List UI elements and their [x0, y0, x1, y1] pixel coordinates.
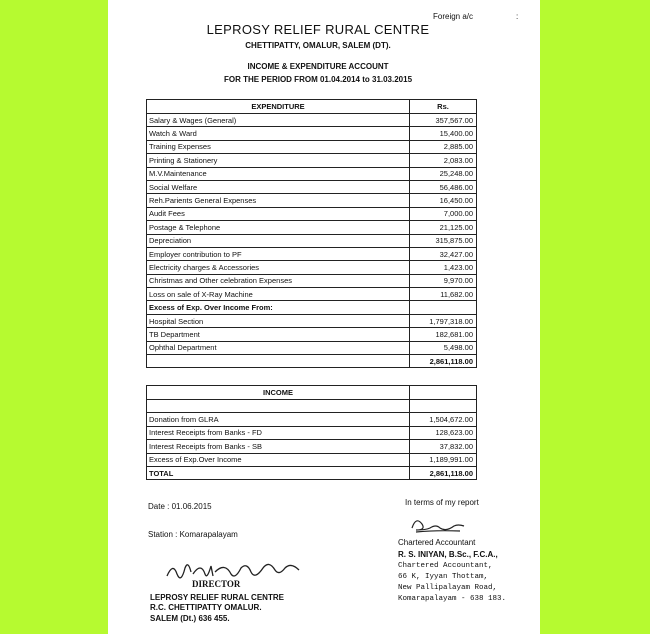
expenditure-row-label: Loss on sale of X-Ray Machine	[147, 288, 410, 301]
expenditure-header-row	[147, 100, 477, 114]
expenditure-row-label: TB Department	[147, 328, 410, 341]
director-organization: LEPROSY RELIEF RURAL CENTRE	[150, 593, 284, 602]
expenditure-row	[147, 234, 477, 247]
expenditure-row-amount: 315,875.00	[410, 234, 477, 247]
director-address-line2: SALEM (Dt.) 636 455.	[150, 614, 230, 623]
ca-address-line1: Chartered Accountant,	[398, 562, 493, 570]
expenditure-row	[147, 355, 477, 368]
expenditure-row	[147, 261, 477, 274]
expenditure-row-label: Printing & Stationery	[147, 154, 410, 167]
expenditure-row-amount: 11,682.00	[410, 288, 477, 301]
expenditure-row-amount: 32,427.00	[410, 247, 477, 260]
expenditure-row-label: Depreciation	[147, 234, 410, 247]
expenditure-row-amount: 9,970.00	[410, 274, 477, 287]
income-header-amount-cell	[410, 386, 477, 400]
expenditure-row-amount: 15,400.00	[410, 127, 477, 140]
statement-title: INCOME & EXPENDITURE ACCOUNT	[247, 62, 389, 71]
ca-address-line3: New Pallipalayam Road,	[398, 584, 498, 592]
expenditure-row-amount: 21,125.00	[410, 221, 477, 234]
expenditure-row	[147, 180, 477, 193]
expenditure-row-amount: 5,498.00	[410, 341, 477, 354]
date-field: Date : 01.06.2015	[148, 502, 212, 511]
expenditure-row-amount	[410, 301, 477, 314]
income-row-amount: 1,189,991.00	[410, 453, 477, 466]
director-title: DIRECTOR	[192, 579, 241, 589]
income-row	[147, 440, 477, 453]
income-row	[147, 466, 477, 479]
expenditure-row	[147, 314, 477, 327]
ca-address-line2: 66 K, Iyyan Thottam,	[398, 573, 489, 581]
income-row-label: Excess of Exp.Over Income	[147, 453, 410, 466]
expenditure-row-label: M.V.Maintenance	[147, 167, 410, 180]
expenditure-table	[146, 99, 477, 368]
organization-title: LEPROSY RELIEF RURAL CENTRE	[206, 22, 430, 37]
income-row-label: Interest Receipts from Banks - FD	[147, 426, 410, 439]
expenditure-row-label: Hospital Section	[147, 314, 410, 327]
expenditure-row-label: Excess of Exp. Over Income From:	[147, 301, 410, 314]
amount-header: Rs.	[410, 100, 477, 114]
organization-address: CHETTIPATTY, OMALUR, SALEM (DT).	[245, 41, 391, 50]
expenditure-row-label: Postage & Telephone	[147, 221, 410, 234]
expenditure-row-label: Reh.Parients General Expenses	[147, 194, 410, 207]
ca-signature	[408, 514, 468, 534]
expenditure-row	[147, 274, 477, 287]
income-row-amount: 37,832.00	[410, 440, 477, 453]
expenditure-row-amount: 182,681.00	[410, 328, 477, 341]
expenditure-row	[147, 154, 477, 167]
income-row-label: TOTAL	[147, 466, 410, 479]
expenditure-row-label: Ophthal Department	[147, 341, 410, 354]
expenditure-row-amount: 1,423.00	[410, 261, 477, 274]
expenditure-row-amount: 357,567.00	[410, 114, 477, 127]
expenditure-header: EXPENDITURE	[147, 100, 410, 114]
expenditure-row-label: Audit Fees	[147, 207, 410, 220]
expenditure-row-label: Social Welfare	[147, 180, 410, 193]
income-row-amount	[410, 400, 477, 413]
ca-name: R. S. INIYAN, B.Sc., F.C.A.,	[398, 550, 498, 559]
foreign-account-label: Foreign a/c	[433, 12, 474, 21]
report-reference: In terms of my report	[405, 498, 479, 507]
document-page	[108, 0, 540, 634]
income-table	[146, 385, 477, 480]
income-row-label: Interest Receipts from Banks - SB	[147, 440, 410, 453]
expenditure-row	[147, 140, 477, 153]
ca-title: Chartered Accountant	[398, 538, 476, 547]
income-row	[147, 453, 477, 466]
expenditure-row	[147, 341, 477, 354]
expenditure-row-amount: 1,797,318.00	[410, 314, 477, 327]
income-header: INCOME	[147, 386, 410, 400]
expenditure-row-label: Salary & Wages (General)	[147, 114, 410, 127]
director-address-line1: R.C. CHETTIPATTY OMALUR.	[150, 603, 262, 612]
expenditure-row	[147, 207, 477, 220]
expenditure-row-amount: 2,861,118.00	[410, 355, 477, 368]
expenditure-row	[147, 127, 477, 140]
expenditure-row	[147, 167, 477, 180]
income-row	[147, 413, 477, 426]
expenditure-row-label: Training Expenses	[147, 140, 410, 153]
expenditure-row-amount: 56,486.00	[410, 180, 477, 193]
expenditure-row-amount: 2,885.00	[410, 140, 477, 153]
income-row-amount: 2,861,118.00	[410, 466, 477, 479]
expenditure-row-amount: 16,450.00	[410, 194, 477, 207]
expenditure-row-amount: 2,083.00	[410, 154, 477, 167]
expenditure-row	[147, 221, 477, 234]
statement-period: FOR THE PERIOD FROM 01.04.2014 to 31.03.2015	[223, 75, 413, 84]
expenditure-row	[147, 194, 477, 207]
income-header-row	[147, 386, 477, 400]
expenditure-row-amount: 25,248.00	[410, 167, 477, 180]
ca-address-line4: Komarapalayam - 638 183.	[398, 595, 507, 603]
foreign-account-colon: :	[516, 12, 519, 21]
expenditure-row-label: Christmas and Other celebration Expenses	[147, 274, 410, 287]
expenditure-row-label: Watch & Ward	[147, 127, 410, 140]
income-row	[147, 400, 477, 413]
income-row-amount: 128,623.00	[410, 426, 477, 439]
expenditure-row-amount: 7,000.00	[410, 207, 477, 220]
income-row-label: Donation from GLRA	[147, 413, 410, 426]
expenditure-row	[147, 328, 477, 341]
expenditure-row	[147, 288, 477, 301]
director-signature	[163, 560, 323, 582]
expenditure-row	[147, 247, 477, 260]
income-row	[147, 426, 477, 439]
income-row-amount: 1,504,672.00	[410, 413, 477, 426]
expenditure-row-label: Employer contribution to PF	[147, 247, 410, 260]
expenditure-row	[147, 114, 477, 127]
expenditure-row	[147, 301, 477, 314]
expenditure-row-label: Electricity charges & Accessories	[147, 261, 410, 274]
income-row-label	[147, 400, 410, 413]
station-field: Station : Komarapalayam	[148, 530, 238, 539]
expenditure-row-label	[147, 355, 410, 368]
